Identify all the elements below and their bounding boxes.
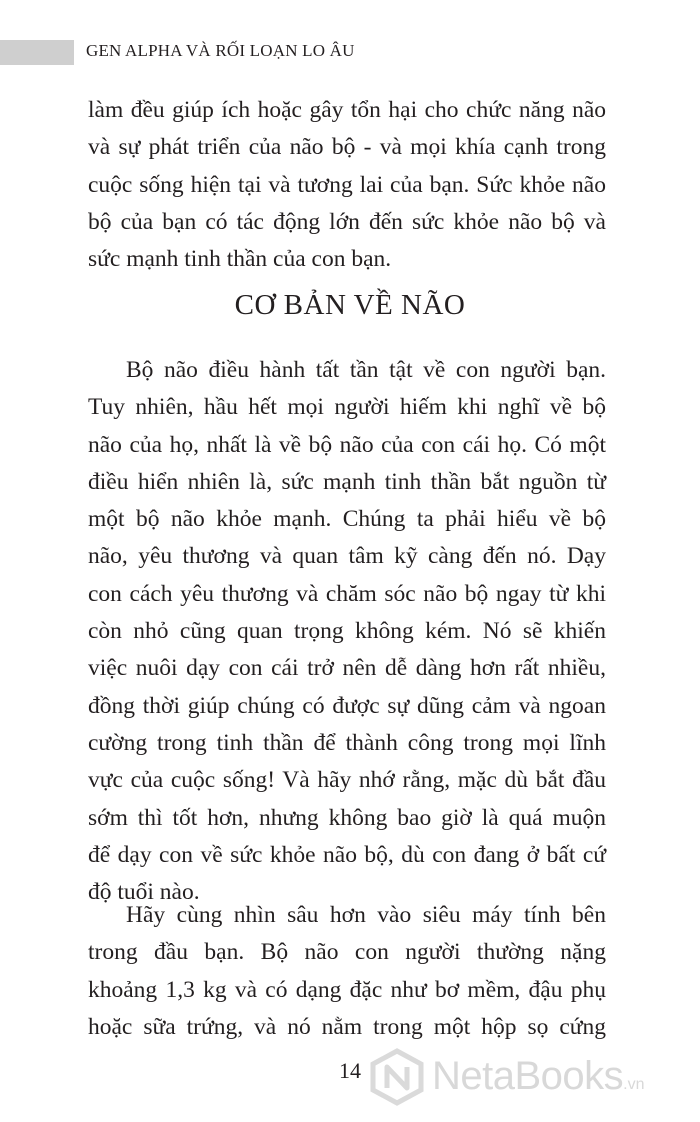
paragraph-line: Tuy nhiên, hầu hết mọi người hiếm khi nghĩ về bộ: [88, 394, 606, 421]
paragraph-line: sức mạnh tinh thần của con bạn.: [88, 246, 392, 273]
netabooks-logo-icon: [368, 1048, 426, 1106]
page-number: 14: [339, 1058, 361, 1083]
header-decor-bar: [0, 40, 74, 65]
paragraph-3: [88, 897, 606, 1046]
paragraph-line: độ tuổi nào.: [88, 879, 200, 906]
paragraph-line: còn nhỏ cũng quan trọng không kém. Nó sẽ khiến: [88, 618, 606, 645]
paragraph-line: bộ của bạn có tác động lớn đến sức khỏe não bộ và: [88, 208, 606, 235]
section-heading: CƠ BẢN VỀ NÃO: [234, 289, 466, 321]
paragraph-line: điều hiển nhiên là, sức mạnh tinh thần bắt nguồn từ: [88, 468, 606, 495]
paragraph-line: Bộ não điều hành tất tần tật về con người bạn.: [126, 357, 606, 383]
paragraph-line: làm đều giúp ích hoặc gây tổn hại cho chức năng não: [88, 97, 606, 123]
paragraph-line: một bộ não khỏe mạnh. Chúng ta phải hiểu về bộ: [88, 506, 606, 533]
paragraph-line: sớm thì tốt hơn, nhưng không bao giờ là quá muộn: [88, 804, 606, 831]
paragraph-line: cường trong tinh thần để thành công trong mọi lĩnh: [88, 729, 606, 756]
paragraph-line: cuộc sống hiện tại và tương lai của bạn. Sức khỏe não: [88, 171, 606, 198]
paragraph-line: não của họ, nhất là về bộ não của con cái họ. Có một: [88, 431, 606, 458]
paragraph-1: [88, 92, 606, 278]
paragraph-line: và sự phát triển của não bộ - và mọi khía cạnh trong: [88, 134, 606, 161]
paragraph-line: việc nuôi dạy con cái trở nên dễ dàng hơn rất nhiều,: [88, 655, 606, 682]
watermark-brand-name: NetaBooks: [432, 1054, 624, 1098]
paragraph-line: trong đầu bạn. Bộ não con người thường nặng: [88, 939, 606, 966]
paragraph-line: hoặc sữa trứng, và nó nằm trong một hộp sọ cứng: [88, 1013, 606, 1040]
paragraph-line: não, yêu thương và quan tâm kỹ càng đến nó. Dạy: [88, 543, 606, 570]
paragraph-line: khoảng 1,3 kg và có dạng đặc như bơ mềm, đậu phụ: [88, 976, 606, 1003]
paragraph-2: [88, 352, 606, 911]
paragraph-line: để dạy con về sức khỏe não bộ, dù con đang ở bất cứ: [88, 841, 606, 868]
watermark-brand-suffix: .vn: [623, 1076, 645, 1093]
watermark: [368, 1048, 688, 1108]
running-header: GEN ALPHA VÀ RỐI LOẠN LO ÂU: [86, 41, 355, 60]
paragraph-line: vực của cuộc sống! Và hãy nhớ rằng, mặc dù bắt đầu: [88, 767, 606, 794]
paragraph-line: Hãy cùng nhìn sâu hơn vào siêu máy tính bên: [126, 902, 606, 928]
watermark-brand: [432, 1054, 645, 1099]
paragraph-line: đồng thời giúp chúng có được sự dũng cảm và ngoan: [88, 692, 606, 719]
paragraph-line: con cách yêu thương và chăm sóc não bộ ngay từ khi: [88, 580, 606, 607]
